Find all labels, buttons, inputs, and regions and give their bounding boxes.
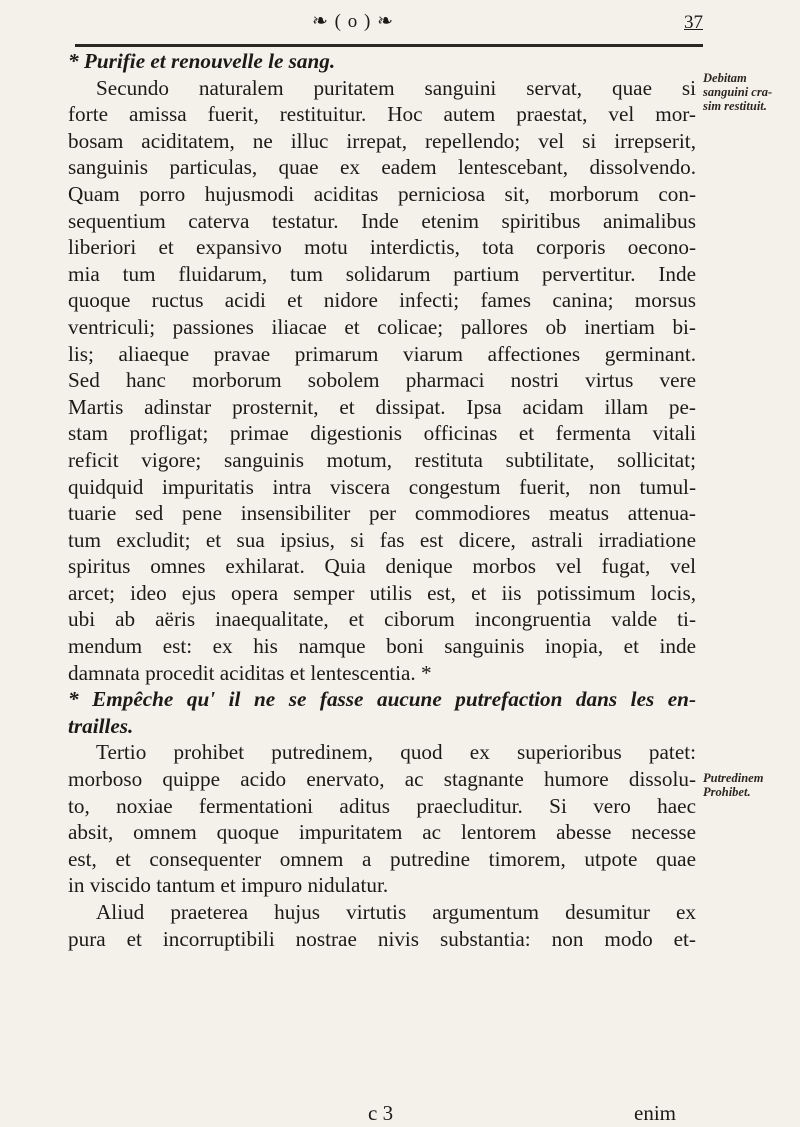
text-line: bosam aciditatem, ne illuc irrepat, repellendo; vel si irrepserit, <box>68 128 696 153</box>
text-line: ubi ab aëris inaequalitate, et ciborum incongruentia valde ti- <box>68 607 696 632</box>
text-line: Tertio prohibet putredinem, quod ex superioribus patet: <box>96 740 696 765</box>
text-line: to, noxiae fermentationi aditus praecluditur. Si vero haec <box>68 793 696 818</box>
text-line: ventriculi; passiones iliacae et colicae; pallores ob inertiam bi- <box>68 314 696 339</box>
text-line: liberiori et expansivo motu interdictis, tota corporis oecono- <box>68 235 696 260</box>
signature-mark: c 3 <box>368 1101 394 1125</box>
margin-note-line: Debitam <box>703 71 747 85</box>
text-line: absit, omnem quoque impuritatem ac lentorem abesse necesse <box>68 820 696 845</box>
text-line: sequentium caterva testatur. Inde etenim spiritibus animalibus <box>68 208 696 233</box>
text-line: forte amissa fuerit, restituitur. Hoc autem praestat, vel mor- <box>68 102 696 127</box>
body-text <box>68 48 696 952</box>
text-line: Quam porro hujusmodi aciditas perniciosa sit, morborum con- <box>68 181 696 206</box>
page-number: 37 <box>684 12 703 33</box>
text-line: arcet; ideo ejus opera semper utilis est, et iis potissimum locis, <box>68 580 696 605</box>
margin-note-line: Putredinem <box>703 771 764 785</box>
text-line: est, et consequenter omnem a putredine timorem, utpote quae <box>68 846 696 871</box>
section-heading-french: * Empêche qu' il ne se fasse aucune putrefaction dans les en- <box>68 687 696 712</box>
text-line: morboso quippe acido enervato, ac stagnante humore dissolu- <box>68 767 696 792</box>
text-line: lis; aliaeque pravae primarum viarum affectiones germinant. <box>68 341 696 366</box>
text-line: quoque ructus acidi et nidore infecti; fames canina; morsus <box>68 288 696 313</box>
text-line: Aliud praeterea hujus virtutis argumentum desumitur ex <box>96 900 696 924</box>
text-line: stam profligat; primae digestionis officinas et fermenta vitali <box>68 421 696 446</box>
margin-note-line: sim restituit. <box>703 99 767 113</box>
section-heading-french: trailles. <box>68 713 134 738</box>
text-line: Martis adinstar prosternit, et dissipat. Ipsa acidam illam pe- <box>68 394 696 419</box>
page-header <box>75 10 703 47</box>
margin-note-line: sanguini cra- <box>703 85 773 99</box>
text-line: mia tum fluidarum, tum solidarum partium pervertitur. Inde <box>68 261 696 286</box>
text-line: tuarie sed pene insensibiliter per commodiores meatus attenua- <box>68 501 696 526</box>
text-line: sanguinis particulas, quae ex eadem lentescebant, dissolvendo. <box>68 155 696 180</box>
text-line: reficit vigore; sanguinis motum, restituta subtilitate, sollicitat; <box>68 447 696 472</box>
margin-note-line: Prohibet. <box>703 785 751 799</box>
text-line: Secundo naturalem puritatem sanguini servat, quae si <box>96 75 696 100</box>
text-line: Sed hanc morborum sobolem pharmaci nostri virtus vere <box>68 368 696 393</box>
margin-note-putredinem <box>703 771 798 799</box>
text-line: quidquid impuritatis intra viscera congestum fuerit, non tumul- <box>68 474 696 499</box>
section-heading-french: * Purifie et renouvelle le sang. <box>68 49 336 73</box>
text-line: damnata procedit aciditas et lentescentia. * <box>68 660 432 685</box>
margin-note-sanguini <box>703 71 798 113</box>
catchword: enim <box>634 1101 676 1125</box>
text-line: in viscido tantum et impuro nidulatur. <box>68 873 389 898</box>
text-line: mendum est: ex his namque boni sanguinis inopia, et inde <box>68 634 696 659</box>
text-line: pura et incorruptibili nostrae nivis substantia: non modo et- <box>68 926 696 951</box>
header-ornament: ❧ ( o ) ❧ <box>312 11 394 32</box>
text-line: tum excludit; et sua ipsius, si fas est dicere, astrali irradiatione <box>68 527 696 552</box>
text-line: spiritus omnes exhilarat. Quia denique morbos vel fugat, vel <box>68 554 696 579</box>
